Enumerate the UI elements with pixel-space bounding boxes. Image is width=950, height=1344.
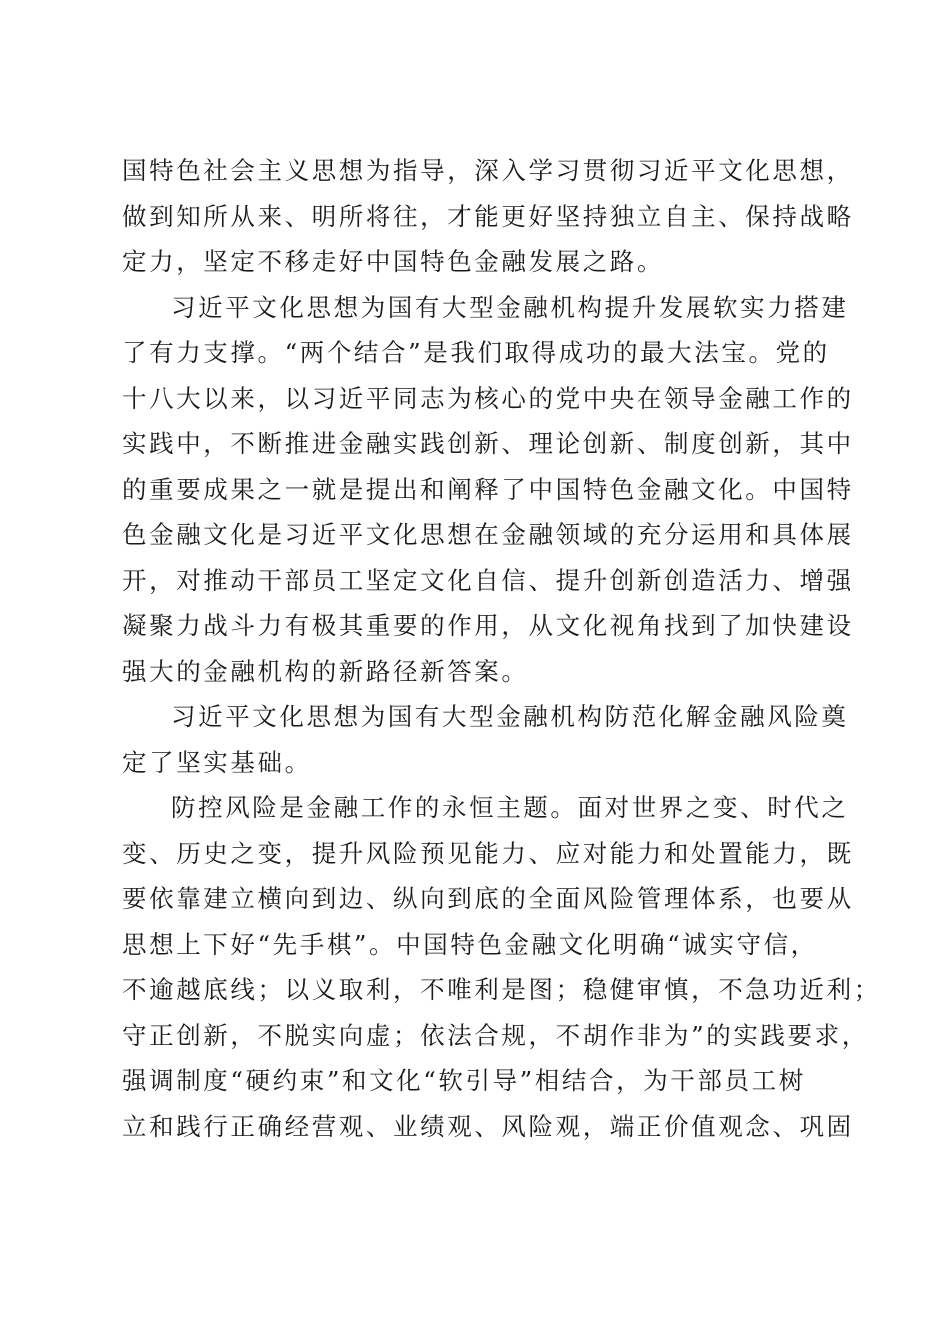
text-line: 国特色社会主义思想为指导，深入学习贯彻习近平文化思想， bbox=[122, 156, 854, 185]
text-line: 了有力支撑。“两个结合”是我们取得成功的最大法宝。党的 bbox=[122, 338, 830, 367]
text-line: 定了坚实基础。 bbox=[122, 747, 312, 777]
paragraph-start-line: 防控风险是金融工作的永恒主题。面对世界之变、时代之 bbox=[171, 793, 849, 822]
paragraph-start-line: 习近平文化思想为国有大型金融机构提升发展软实力搭建 bbox=[171, 292, 849, 322]
text-line: 要依靠建立横向到边、纵向到底的全面风险管理体系，也要从 bbox=[122, 884, 854, 913]
text-line: 的重要成果之一就是提出和阐释了中国特色金融文化。中国特 bbox=[122, 474, 854, 504]
text-line: 做到知所从来、明所将往，才能更好坚持独立自主、保持战略 bbox=[122, 201, 854, 231]
text-line: 定力，坚定不移走好中国特色金融发展之路。 bbox=[122, 247, 664, 276]
body-text bbox=[122, 148, 881, 1149]
text-line: 思想上下好“先手棋”。中国特色金融文化明确“诚实守信， bbox=[122, 929, 818, 959]
text-line: 凝聚力战斗力有极其重要的作用，从文化视角找到了加快建设 bbox=[122, 611, 854, 640]
text-line: 不逾越底线；以义取利，不唯利是图；稳健审慎，不急功近利； bbox=[122, 975, 881, 1004]
text-line: 开，对推动干部员工坚定文化自信、提升创新创造活力、增强 bbox=[122, 565, 854, 595]
text-line: 守正创新，不脱实向虚；依法合规，不胡作非为”的实践要求， bbox=[122, 1020, 869, 1050]
text-line: 立和践行正确经营观、业绩观、风险观，端正价值观念、巩固 bbox=[122, 1111, 854, 1141]
text-line: 强调制度“硬约束”和文化“软引导”相结合，为干部员工树 bbox=[122, 1066, 806, 1095]
paragraph-start-line: 习近平文化思想为国有大型金融机构防范化解金融风险奠 bbox=[171, 702, 849, 731]
text-line: 实践中，不断推进金融实践创新、理论创新、制度创新，其中 bbox=[122, 429, 854, 458]
text-line: 十八大以来，以习近平同志为核心的党中央在领导金融工作的 bbox=[122, 383, 854, 413]
text-line: 变、历史之变，提升风险预见能力、应对能力和处置能力，既 bbox=[122, 838, 854, 868]
text-line: 色金融文化是习近平文化思想在金融领域的充分运用和具体展 bbox=[122, 520, 854, 549]
text-line: 强大的金融机构的新路径新答案。 bbox=[122, 656, 529, 686]
